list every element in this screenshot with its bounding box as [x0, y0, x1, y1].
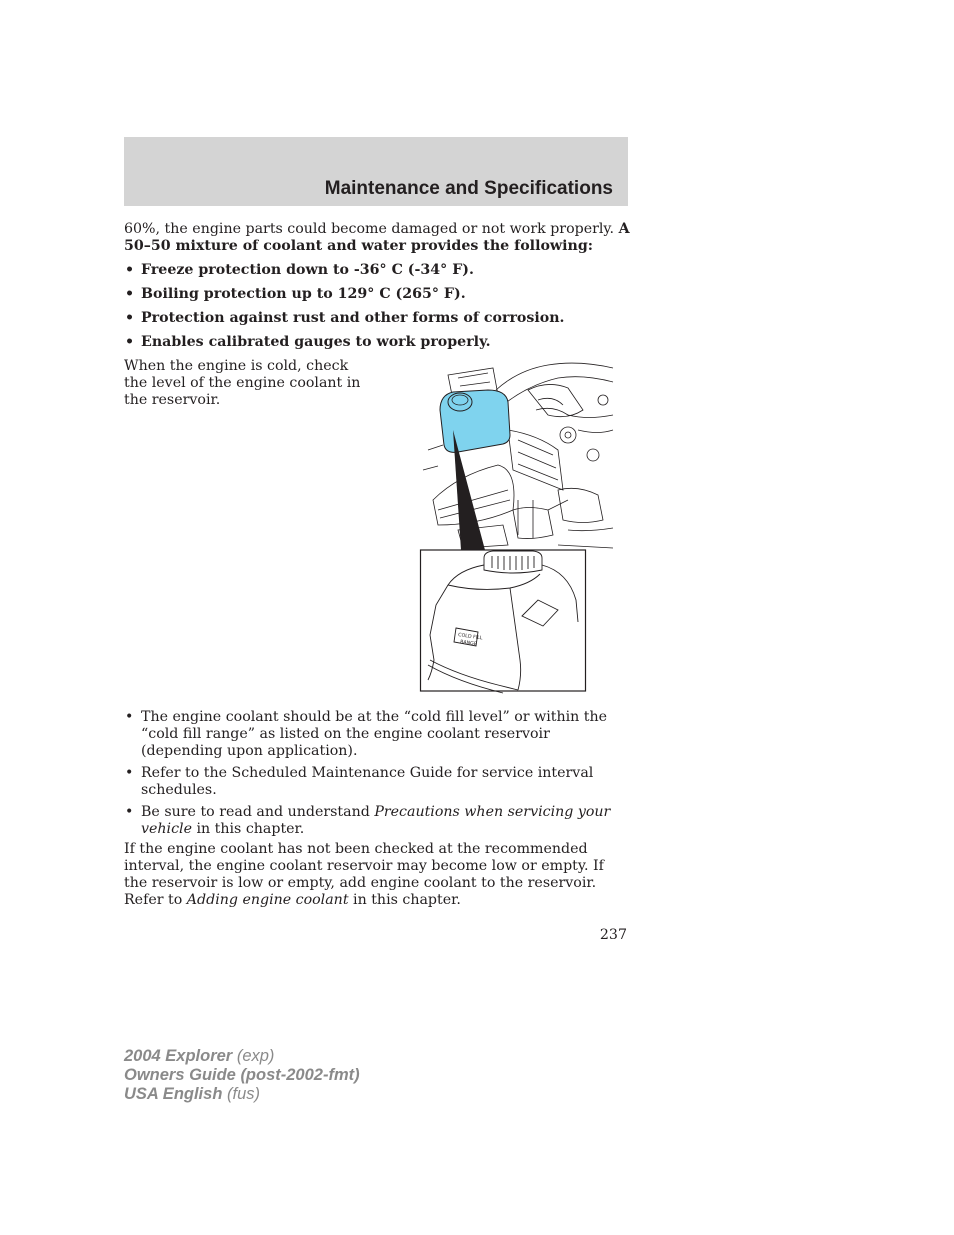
benefit-item: • Protection against rust and other forms of corrosion. [124, 310, 630, 327]
cold-fill-label-line1: COLD FILL [457, 633, 483, 642]
intro-block [124, 221, 630, 351]
cold-fill-label-line2: RANGE [459, 640, 478, 648]
detail-frame [421, 550, 586, 691]
note-item: • The engine coolant should be at the “cold fill level” or within the “cold fill range” as listed on the engine coolant reservoir (depending upon application). [124, 709, 630, 760]
footer [124, 1047, 360, 1104]
check-paragraph: When the engine is cold, check the level of the engine coolant in the reservoir. [124, 358, 361, 408]
note-item: • Refer to the Scheduled Maintenance Guide for service interval schedules. [124, 765, 630, 799]
section-header-band [124, 137, 628, 206]
footer-line-3: USA English (fus) [124, 1085, 260, 1103]
benefit-item: • Boiling protection up to 129° C (265° F). [124, 286, 630, 303]
footer-line-2: Owners Guide (post-2002-fmt) [124, 1066, 360, 1084]
notes-block [124, 709, 630, 909]
benefit-item: • Freeze protection down to -36° C (-34° F). [124, 262, 630, 279]
engine-bay-drawing [423, 363, 613, 548]
intro-paragraph: 60%, the engine parts could become damaged or not work properly. A 50–50 mixture of coolant and water provides the following: [124, 221, 630, 254]
benefit-list [124, 262, 630, 351]
intro-bold: A 50–50 mixture of coolant and water provides the following: [124, 221, 630, 254]
footer-line-1: 2004 Explorer (exp) [124, 1047, 275, 1065]
section-title: Maintenance and Specifications [324, 178, 613, 199]
closing-paragraph: If the engine coolant has not been checked at the recommended interval, the engine coolant reservoir may become low or empty. If the reservoir is low or empty, add engine coolant to the reservoir. Refer to Adding engine coolant in this chapter. [124, 841, 604, 908]
reservoir-cap [448, 393, 472, 411]
notes-list [124, 709, 630, 838]
note-item: • Be sure to read and understand Precautions when servicing your vehicle in this chapter. [124, 804, 630, 838]
page-number: 237 [599, 927, 627, 943]
coolant-reservoir-illustration [418, 360, 618, 695]
precautions-reference: Precautions when servicing your vehicle [141, 804, 611, 837]
adding-coolant-reference: Adding engine coolant [186, 892, 349, 908]
benefit-item: • Enables calibrated gauges to work properly. [124, 334, 630, 351]
